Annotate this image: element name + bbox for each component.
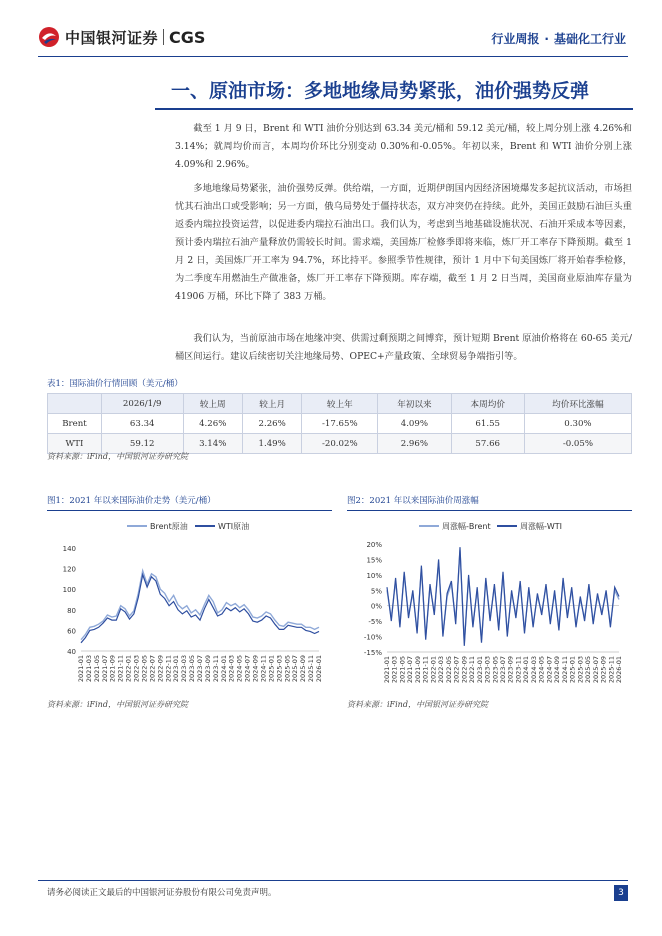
x-tick-label: 2025-07 [591, 656, 600, 684]
x-tick-label: 2021-07 [100, 655, 109, 683]
header-dot: · [544, 32, 549, 46]
figure1-rule [47, 510, 332, 511]
x-tick-label: 2023-07 [499, 656, 507, 684]
x-tick-label: 2021-09 [108, 655, 117, 683]
x-tick-label: 2022-01 [124, 655, 133, 683]
table-header-cell: 较上周 [183, 394, 242, 414]
report-category [491, 30, 626, 47]
brand-separator [163, 29, 164, 45]
x-tick-label: 2024-07 [545, 656, 554, 684]
table-cell: -20.02% [302, 434, 378, 454]
report-type: 行业周报 [491, 32, 540, 46]
y-tick-label: -5% [368, 618, 382, 627]
paragraph-market-analysis: 多地地缘局势紧张，油价强势反弹。供给端，一方面，近期伊朗国内因经济困境爆发多起抗议活动，市场担忧其石油出口或受影响；另一方面，俄乌局势处于僵持状态，双方冲突仍在持续。此外，美国正鼓励石油巨头重返委内瑞拉投资运营，以促进委内瑞拉石油出口。我们认为，考虑到当地基础设施状况、石油开采成本等因素，预计委内瑞拉石油产量释放仍需较长时间。需求端，美国炼厂检修季即将来临，炼厂开工率存下降预期。截至 1 月 2 日，美国炼厂开工率为 94.7%，环比持平。参照季节性规律，预计 1 月中下旬美国炼厂将开始春季检修，为二季度车用燃油生产做准备，炼厂开工率存下降预期。库存端，截至 1 月 2 日当周，美国商业原油库存量为 41906 万桶，环比下降了 383 万桶。 [175, 183, 632, 302]
x-tick-label: 2023-01 [475, 656, 484, 684]
figure1-series [81, 571, 319, 643]
x-tick-label: 2025-05 [584, 656, 593, 684]
table-header-cell: 本周均价 [451, 394, 524, 414]
y-tick-label: 80 [67, 606, 76, 615]
x-tick-label: 2026-01 [615, 656, 623, 684]
table-header-cell: 均价环比涨幅 [524, 394, 631, 414]
legend-label-wti: WTI原油 [218, 522, 250, 531]
y-tick-label: 20% [366, 541, 382, 549]
table-row [48, 414, 632, 434]
x-tick-label: 2024-07 [243, 655, 252, 683]
table-cell: 59.12 [101, 434, 183, 454]
table-source: 资料来源：iFind，中国银河证券研究院 [47, 452, 188, 461]
x-tick-label: 2023-11 [514, 656, 523, 684]
figure2-caption: 图2：2021 年以来国际油价周涨幅 [347, 496, 479, 506]
x-tick-label: 2024-01 [219, 655, 228, 683]
section-title-bar [155, 70, 633, 110]
brand-abbr: CGS [169, 27, 206, 47]
table-cell: -0.05% [524, 434, 631, 454]
table-cell: 4.26% [183, 414, 242, 434]
x-tick-label: 2024-09 [553, 656, 562, 684]
x-tick-label: 2022-07 [452, 656, 461, 684]
x-tick-label: 2022-05 [444, 656, 453, 684]
table-header-cell: 2026/1/9 [101, 394, 183, 414]
x-tick-label: 2023-11 [211, 655, 220, 683]
x-tick-label: 2024-09 [251, 655, 260, 683]
x-tick-label: 2022-11 [468, 656, 477, 684]
x-tick-label: 2023-05 [188, 655, 197, 683]
figure1-chart [47, 512, 332, 692]
y-tick-label: 120 [62, 565, 76, 574]
figure1-axes [63, 545, 323, 682]
table-cell: -17.65% [302, 414, 378, 434]
brand-name: 中国银河证券 [65, 28, 159, 47]
x-tick-label: 2022-07 [148, 655, 157, 683]
x-tick-label: 2021-11 [421, 656, 430, 684]
legend-label-brent: Brent原油 [150, 522, 188, 531]
table-header-cell: 较上月 [242, 394, 301, 414]
legend-label-wti: 周涨幅-WTI [520, 522, 563, 531]
oil-price-table [47, 393, 632, 454]
series-line-wti [81, 575, 319, 643]
x-tick-label: 2021-05 [398, 656, 407, 684]
x-tick-label: 2021-01 [77, 655, 85, 683]
x-tick-label: 2022-03 [437, 656, 446, 684]
x-tick-label: 2024-05 [235, 655, 244, 683]
x-tick-label: 2022-01 [429, 656, 438, 684]
footer-disclaimer: 请务必阅读正文最后的中国银河证券股份有限公司免责声明。 [47, 888, 277, 898]
table-cell: 4.09% [378, 414, 451, 434]
section-title: 一、原油市场：多地地缘局势紧张，油价强势反弹 [171, 80, 590, 102]
figure2-legend [419, 521, 562, 531]
x-tick-label: 2024-01 [522, 656, 531, 684]
figure1-caption: 图1：2021 年以来国际油价走势（美元/桶） [47, 496, 216, 506]
cgs-logo-icon [38, 26, 60, 48]
x-tick-label: 2021-01 [383, 656, 391, 684]
table-header-cell: 较上年 [302, 394, 378, 414]
x-tick-label: 2021-09 [413, 656, 422, 684]
x-tick-label: 2023-01 [172, 655, 181, 683]
x-tick-label: 2022-09 [156, 655, 165, 683]
table-cell: 57.66 [451, 434, 524, 454]
x-tick-label: 2021-03 [390, 656, 399, 684]
y-tick-label: 0% [370, 602, 382, 611]
table-header-cell: 年初以来 [378, 394, 451, 414]
x-tick-label: 2024-11 [560, 656, 569, 684]
figure2-source: 资料来源：iFind，中国银河证券研究院 [347, 700, 488, 709]
header-divider [38, 56, 628, 57]
table-cell: 0.30% [524, 414, 631, 434]
y-tick-label: 40 [67, 648, 76, 656]
x-tick-label: 2025-01 [267, 655, 276, 683]
x-tick-label: 2024-03 [529, 656, 538, 684]
x-tick-label: 2025-11 [607, 656, 616, 684]
table-caption: 表1：国际油价行情回顾（美元/桶） [47, 379, 183, 389]
legend-label-brent: 周涨幅-Brent [442, 522, 491, 531]
page-number: 3 [614, 885, 628, 901]
x-tick-label: 2025-03 [275, 655, 284, 683]
y-tick-label: 5% [370, 587, 382, 596]
x-tick-label: 2025-09 [299, 655, 308, 683]
series-line-wti [387, 547, 619, 646]
x-tick-label: 2021-11 [116, 655, 125, 683]
x-tick-label: 2022-05 [140, 655, 149, 683]
table-header-row [48, 394, 632, 414]
table-cell: WTI [48, 434, 102, 454]
figure2-series [387, 547, 619, 646]
x-tick-label: 2023-03 [483, 656, 492, 684]
x-tick-label: 2025-11 [307, 655, 316, 683]
x-tick-label: 2022-11 [164, 655, 173, 683]
x-tick-label: 2022-03 [132, 655, 141, 683]
figure2-axes [364, 541, 623, 683]
table-cell: 3.14% [183, 434, 242, 454]
x-tick-label: 2021-05 [92, 655, 101, 683]
y-tick-label: -10% [363, 633, 382, 642]
y-tick-label: 15% [366, 556, 382, 565]
table-cell: Brent [48, 414, 102, 434]
y-tick-label: 100 [62, 586, 76, 595]
x-tick-label: 2025-01 [568, 656, 577, 684]
table-cell: 2.26% [242, 414, 301, 434]
x-tick-label: 2023-09 [203, 655, 212, 683]
x-tick-label: 2024-03 [227, 655, 236, 683]
figure2-rule [347, 510, 632, 511]
y-tick-label: 140 [62, 545, 76, 553]
table-header-cell [48, 394, 102, 414]
figure2-chart [347, 512, 632, 692]
table-cell: 61.55 [451, 414, 524, 434]
y-tick-label: -15% [363, 649, 382, 657]
y-tick-label: 60 [67, 627, 76, 636]
industry-name: 基础化工行业 [553, 32, 626, 46]
x-tick-label: 2023-05 [491, 656, 500, 684]
brand-logo [38, 26, 205, 48]
figure1-legend [127, 521, 249, 531]
figure1-source: 资料来源：iFind，中国银河证券研究院 [47, 700, 188, 709]
x-tick-label: 2021-03 [84, 655, 93, 683]
x-tick-label: 2023-07 [196, 655, 204, 683]
table-cell: 1.49% [242, 434, 301, 454]
table-cell: 2.96% [378, 434, 451, 454]
table-cell: 63.34 [101, 414, 183, 434]
y-tick-label: 10% [366, 571, 382, 580]
x-tick-label: 2026-01 [315, 655, 323, 683]
x-tick-label: 2025-05 [283, 655, 292, 683]
x-tick-label: 2025-03 [576, 656, 585, 684]
x-tick-label: 2021-07 [406, 656, 415, 684]
x-tick-label: 2023-03 [180, 655, 189, 683]
paragraph-outlook: 我们认为，当前原油市场在地缘冲突、供需过剩预期之间博弈，预计短期 Brent 原油价格将在 60-65 美元/桶区间运行。建议后续密切关注地缘局势、OPEC+产量政策、全球贸易争端指引等。 [175, 333, 632, 362]
x-tick-label: 2024-11 [259, 655, 268, 683]
x-tick-label: 2025-07 [291, 655, 300, 683]
x-tick-label: 2024-05 [537, 656, 546, 684]
series-line-brent [387, 550, 619, 643]
paragraph-price-summary: 截至 1 月 9 日，Brent 和 WTI 油价分别达到 63.34 美元/桶和 59.12 美元/桶，较上周分别上涨 4.26%和 3.14%；就周均价而言，本周均价环比分别变动 0.30%和-0.05%。年初以来，Brent 和 WTI 油价分别上涨 4.09%和 2.96%。 [175, 123, 632, 170]
footer-divider [38, 880, 628, 881]
x-tick-label: 2025-09 [599, 656, 608, 684]
x-tick-label: 2022-09 [460, 656, 469, 684]
x-tick-label: 2023-09 [506, 656, 515, 684]
